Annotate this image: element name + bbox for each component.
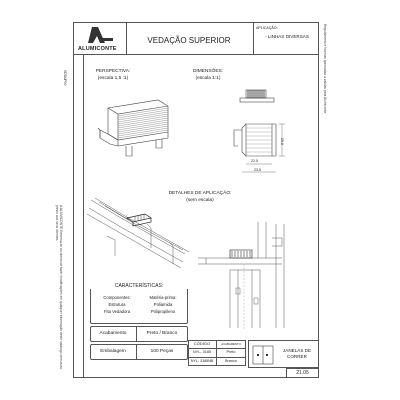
finish-cell: Branco [224, 359, 238, 363]
dimensions-scale: (escala 1:1) [195, 76, 221, 81]
application-details-scale: (sem escala) [186, 198, 214, 203]
side-note: A ALUMICONTE Reserva-se ao direito de fazer modificações em qualquer informação deste catálogo sem aviso prévio aos seus clientes. [55, 205, 63, 370]
finish-cell: Preto [226, 350, 236, 354]
dimension-inner-width: 22,5 [251, 159, 258, 163]
logo-text: ALUMICONTE [78, 46, 117, 52]
side-code: VDSUP00 [63, 70, 67, 86]
finish-value: Preto / Branco [146, 331, 178, 336]
characteristics-value: Poliamida [153, 302, 173, 307]
codes-row-divider [188, 348, 246, 349]
page-title: VEDAÇÃO SUPERIOR [147, 36, 231, 45]
dimension-outer-width: 23,5 [254, 168, 261, 172]
application-details-label: DETALHES DE APLICAÇÃO: [168, 191, 232, 196]
window-icon [252, 345, 274, 365]
application-label: APLICAÇÃO: [256, 26, 278, 30]
dimensions-label: DIMENSÕES: [192, 69, 224, 74]
perspective-scale: (escala 1,5 :1) [97, 76, 129, 81]
header-divider [126, 22, 127, 55]
dimension-height: 29,6 [280, 138, 284, 145]
codes-header: ACABAMENTO [221, 342, 241, 346]
characteristics-value: Matéria-prima: [149, 295, 177, 300]
code-cell: NYL- 3185 [192, 350, 212, 354]
header-divider [253, 22, 254, 55]
codes-row-divider [188, 357, 246, 358]
packaging-label: Embalagem [100, 349, 126, 354]
side-view-drawing [232, 116, 292, 176]
side-note: Regulamento e Normas aprovadas a validas pela Alumiconte [323, 24, 327, 114]
logo-icon [75, 25, 125, 47]
window-type-label: JANELAS DE CORRER [282, 348, 312, 359]
code-cell: NYL- 3185NB [190, 359, 214, 363]
characteristics-title: CARACTERÍSTICAS: [90, 284, 188, 289]
application-perspective-drawing [85, 196, 190, 270]
packaging-value: 100 Peças [150, 349, 174, 354]
finish-label: Acabamento [99, 331, 127, 336]
characteristics-label: Estrutura [108, 302, 126, 307]
page-number: 21.05 [296, 370, 309, 376]
characteristics-label: Fita Vedadora [103, 309, 131, 314]
characteristics-value: Polipropileno [150, 309, 176, 314]
application-value: - LINHAS DIVERSAS [265, 34, 309, 39]
perspective-label: PERSPECTIVA: [95, 69, 131, 74]
top-view-drawing [238, 88, 278, 108]
characteristics-label: Componentes: [103, 295, 131, 300]
perspective-drawing [96, 98, 176, 160]
codes-header: CÓDIGO [193, 341, 211, 346]
side-column-divider [83, 55, 84, 378]
application-section-drawing [196, 218, 294, 336]
